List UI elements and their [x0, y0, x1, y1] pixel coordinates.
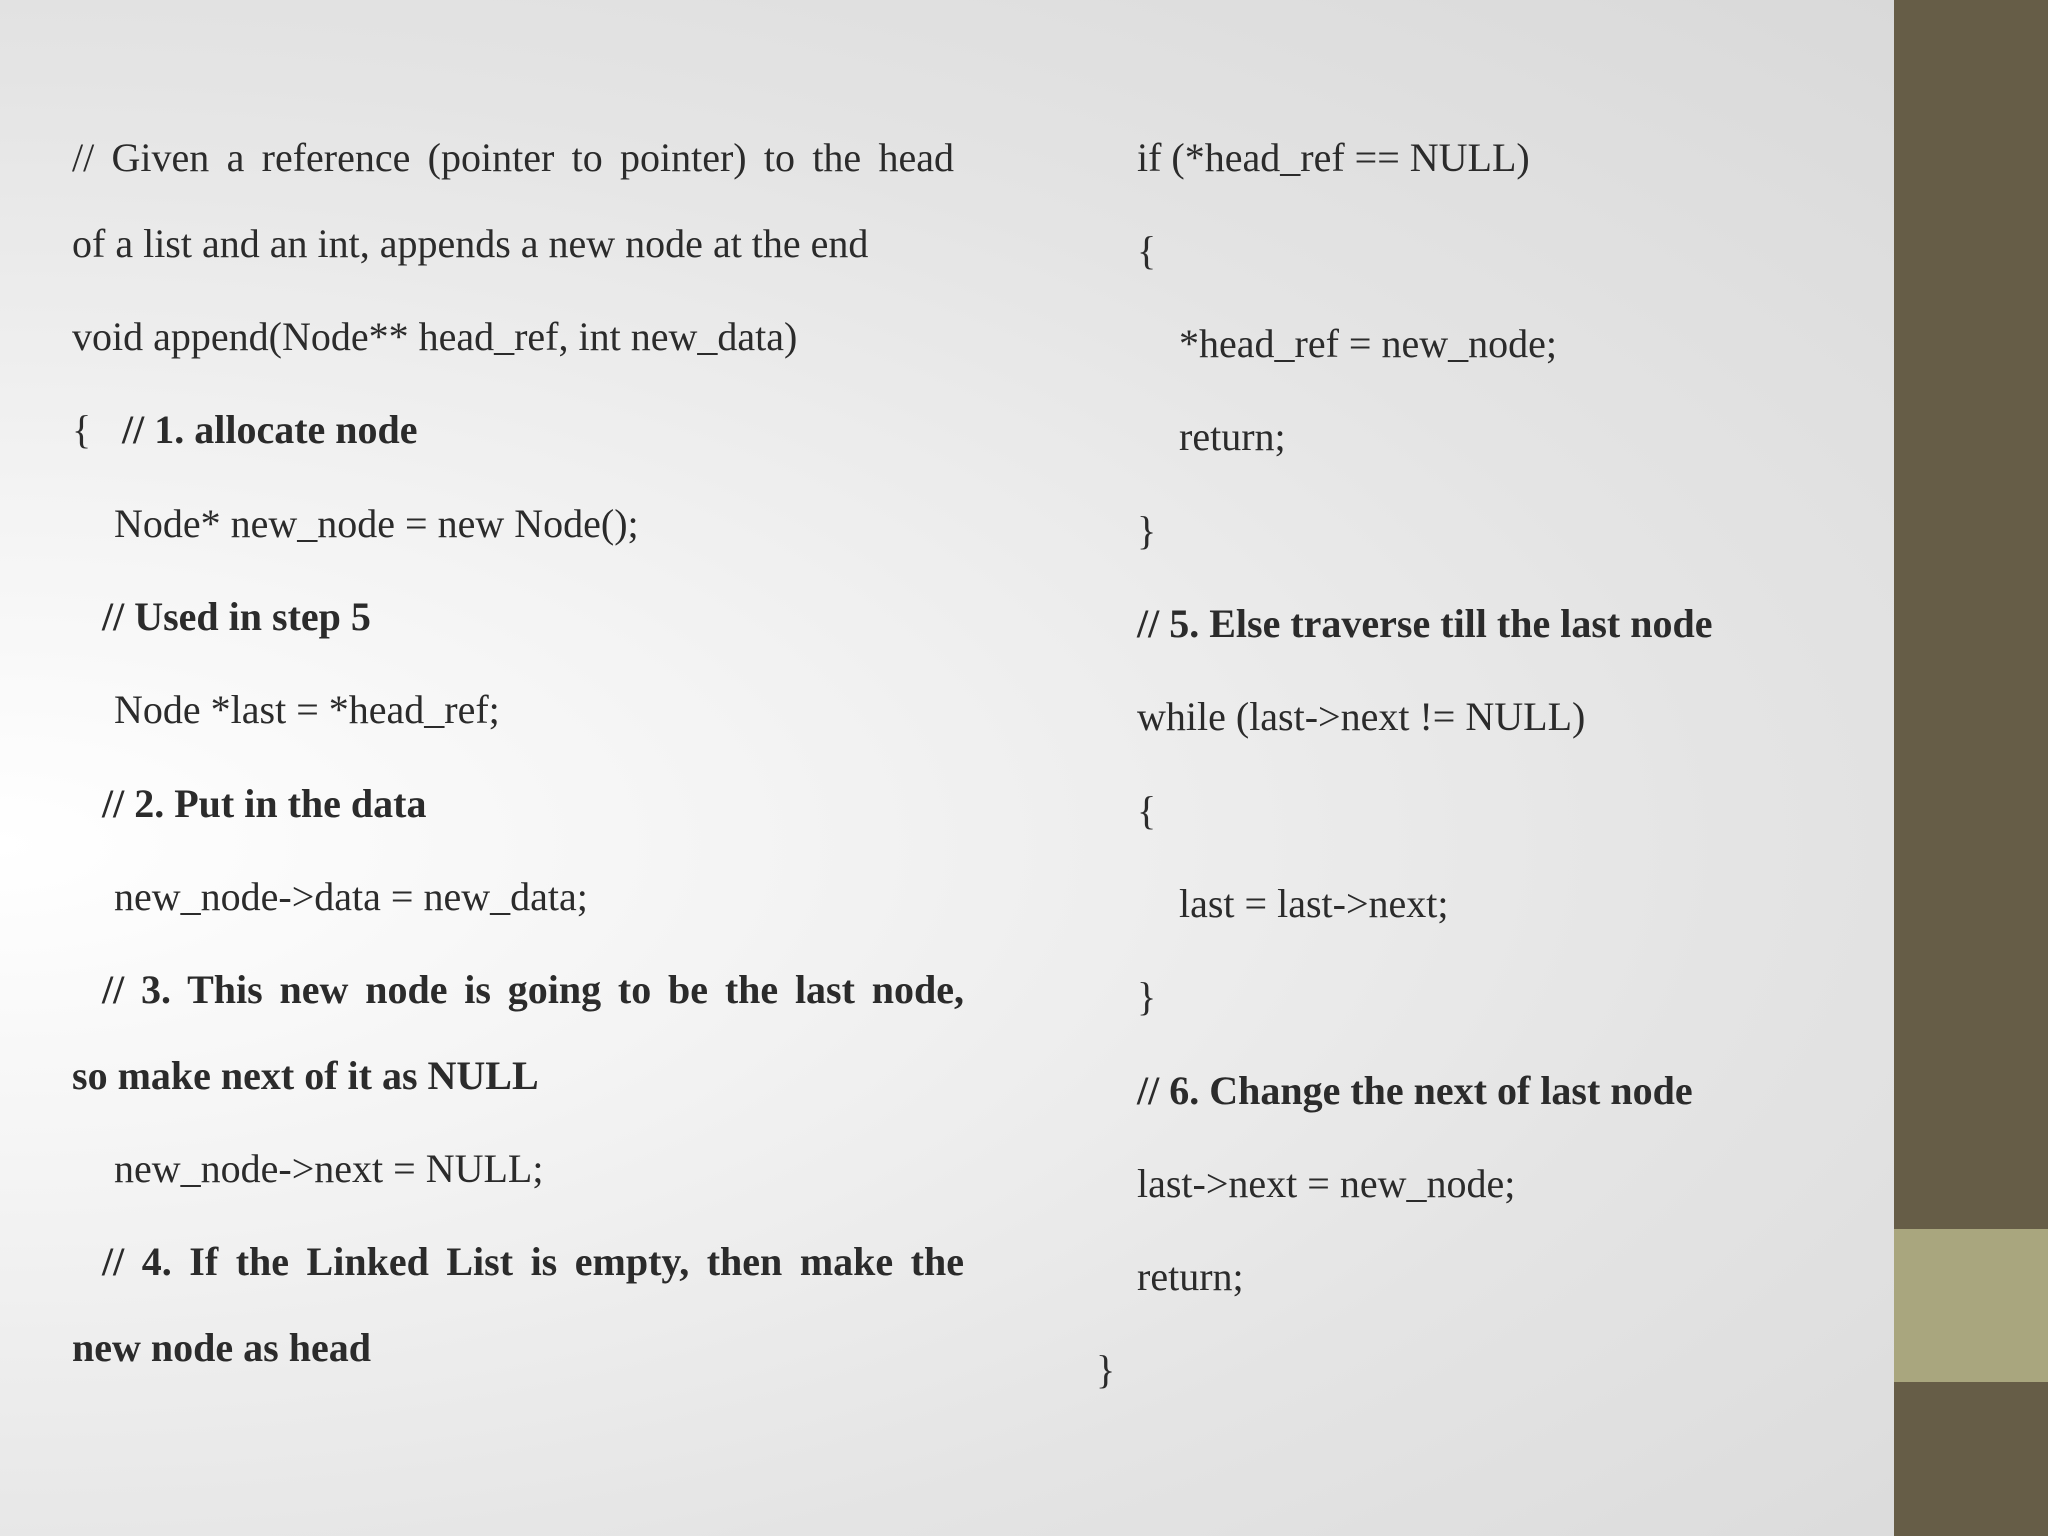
code-line: new_node->data = new_data; — [114, 874, 588, 919]
comment-line: of a list and an int, appends a new node at the end — [72, 221, 869, 266]
open-brace: { — [72, 407, 92, 452]
step-comment: // 2. Put in the data — [102, 781, 427, 826]
decorative-sidebar — [1894, 0, 2048, 1536]
code-line: *head_ref = new_node; — [1179, 321, 1557, 366]
step-comment: so make next of it as NULL — [72, 1053, 539, 1098]
code-line: Node* new_node = new Node(); — [114, 501, 639, 546]
comment-line: // Given a reference (pointer to pointer) to the head — [72, 135, 954, 180]
step-comment: // 4. If the Linked List is empty, then make the — [102, 1239, 964, 1284]
code-line: new_node->next = NULL; — [114, 1146, 544, 1191]
step-comment: new node as head — [72, 1325, 371, 1370]
step-comment: // 5. Else traverse till the last node — [1137, 601, 1713, 646]
close-brace: } — [1096, 1347, 1116, 1392]
open-brace: { — [1137, 228, 1157, 273]
code-line: while (last->next != NULL) — [1137, 694, 1586, 739]
code-line: return; — [1137, 1254, 1244, 1299]
step-comment: // Used in step 5 — [102, 594, 371, 639]
code-line: return; — [1179, 414, 1286, 459]
close-brace: } — [1137, 508, 1157, 553]
step-comment: // 3. This new node is going to be the last node, — [102, 967, 964, 1012]
open-brace: { — [1137, 788, 1157, 833]
code-line: last->next = new_node; — [1137, 1161, 1516, 1206]
code-line: last = last->next; — [1179, 881, 1449, 926]
step-comment: // 6. Change the next of last node — [1137, 1068, 1693, 1113]
close-brace: } — [1137, 974, 1157, 1019]
sidebar-accent-block — [1894, 1229, 2048, 1382]
code-line: Node *last = *head_ref; — [114, 687, 500, 732]
code-line: if (*head_ref == NULL) — [1137, 135, 1530, 180]
function-signature: void append(Node** head_ref, int new_data) — [72, 314, 798, 359]
step-comment: // 1. allocate node — [122, 407, 418, 452]
